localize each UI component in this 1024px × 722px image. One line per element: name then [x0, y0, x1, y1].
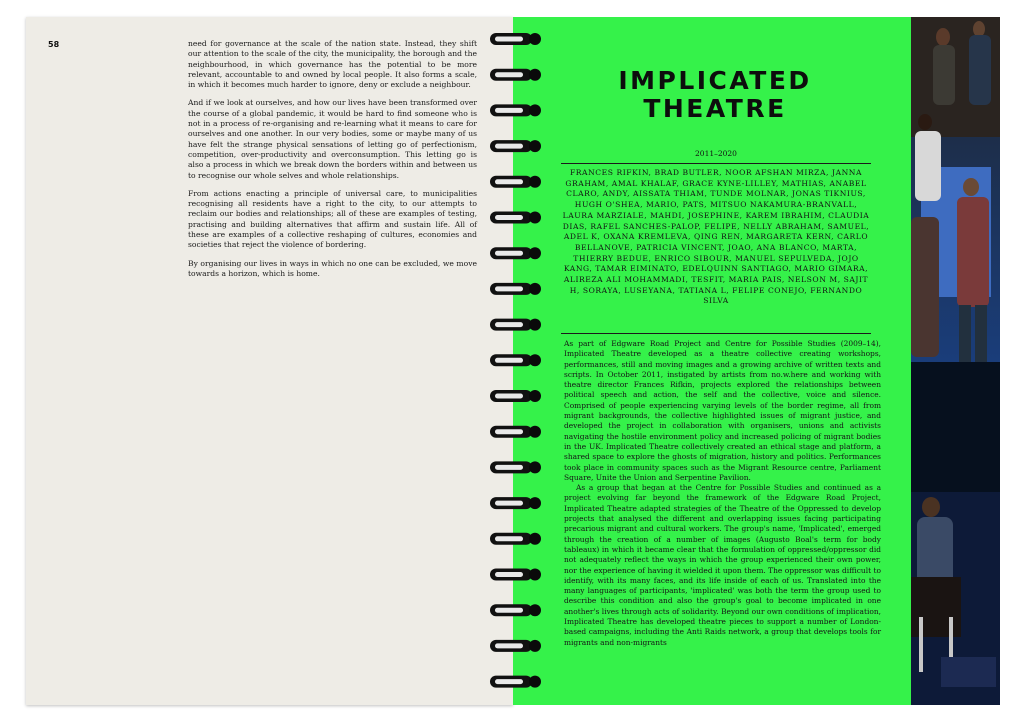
- binding-coil: [490, 390, 541, 402]
- binding-coil: [490, 461, 541, 473]
- binding-coil: [490, 104, 541, 116]
- divider-bottom: [561, 333, 871, 334]
- body-text: [564, 339, 881, 648]
- binding-coil: [490, 319, 541, 331]
- performance-photo: [911, 17, 1000, 705]
- binding-coil: [490, 497, 541, 509]
- paragraph: From actions enacting a principle of universal care, to municipalities recognising all residents have a right to the city, to our attempts to reclaim our bodies and relationships; all of these are examples of testing, practising and building alternatives that affirm and sustain life. All of these are examples of a collective reshaping of cultures, economies and societies that reject the violence of bordering.: [188, 188, 477, 250]
- spiral-binding: [486, 0, 546, 722]
- binding-coil: [490, 604, 541, 616]
- binding-coil: [490, 140, 541, 152]
- photo-image: [911, 17, 1000, 705]
- page-title: [563, 67, 867, 123]
- binding-coil: [490, 33, 541, 45]
- binding-coil: [490, 247, 541, 259]
- binding-coil: [490, 569, 541, 581]
- paragraph: As a group that began at the Centre for Possible Studies and continued as a project evolving far beyond the framework of the Edgware Road Project, Implicated Theatre adapted strategies of the Theatre of the Oppressed to develop projects that analysed the different and overlapping issues facing participating precarious migrant and cultural workers. The group's name, 'Implicated', emerged through the creation of a number of images (Augusto Boal's term for body tableaux) in which it became clear that the formulation of oppressed/oppressor did not adequately reflect the ways in which the group experienced their own power, nor the experience of having it wielded it upon them. The oppressor was difficult to identify, with its many faces, and its life inside of each of us. Translated into the many languages of participants, 'implicated' was both the term the group used to describe this condition and also the group's goal to become implicated in one another's lives through acts of solidarity. Beyond our own conditions of implication, Implicated Theatre has developed theatre pieces to support a number of London-based campaigns, including the Anti Raids network, a group that develops tools for migrants and non-migrants: [564, 483, 881, 647]
- left-page-text: [188, 39, 477, 287]
- binding-coil: [490, 354, 541, 366]
- participant-names: FRANCES RIFKIN, BRAD BUTLER, NOOR AFSHAN MIRZA, JANNA GRAHAM, AMAL KHALAF, GRACE KYNE-LILLEY, MATHIAS, ANABEL CLARO, ANDY, AISSATA THIAM, TUNDE MOLNAR, JONAS TIKNIUS, HUGH O'SHEA, MARIO, PATS, MITSUO NAKAMURA-BRANVALL, LAURA MARZIALE, MAHDI, JOSEPHINE, KAREM IBRAHIM, CLAUDIA DIAS, RAFEL SANCHES-PALOP, FELIPE, NELLY ABRAHAM, SAMUEL, ADEL K, OXANA KREMLEVA, QING REN, MARGARETA KERN, CARLO BELLANOVE, PATRICIA VINCENT, JOAO, ANA BLANCO, MARTA, THIERRY BEDUE, ENRICO SIBOUR, MANUEL SEPULVEDA, JOJO KANG, TAMAR EIMINATO, EDELQUINN SANTIAGO, MARIO GIMARA, ALIREZA ALI MOHAMMADI, TESFIT, MARIA PAIS, NELSON M, SAJIT H, SORAYA, LUSEYANA, TATIANA L, FELIPE CONEJO, FERNANDO SILVA: [562, 168, 870, 306]
- divider-top: [561, 163, 871, 164]
- paragraph: need for governance at the scale of the nation state. Instead, they shift our attention to the scale of the city, the municipality, the borough and the neighbourhood, in which governance has the potential to be more relevant, accountable to and owned by local people. It also forms a scale, in which it becomes much harder to ignore, deny or exclude a neighbour.: [188, 39, 477, 90]
- binding-coil: [490, 212, 541, 224]
- binding-coil: [490, 69, 541, 81]
- paragraph: As part of Edgware Road Project and Centre for Possible Studies (2009–14), Implicated Theatre developed as a theatre collective creating workshops, performances, still and moving images and a growing archive of written texts and scripts. In October 2011, instigated by artists from no.w.here and working with theatre director Frances Rifkin, projects explored the relationships between political speech and action, the self and the collective, voice and silence. Comprised of people experiencing varying levels of the border regime, all from migrant backgrounds, the collective highlighted issues of migrant justice, and developed the project in collaboration with organisers, unions and activists navigating the hostile environment policy and increased policing of migrant bodies in the UK. Implicated Theatre collectively created an ethical stage and platform, a shared space to explore the ghosts of migration, history and politics. Performances took place in community spaces such as the Migrant Resource centre, Parliament Square, Unite the Union and Serpentine Pavilion.: [564, 339, 881, 482]
- binding-coil: [490, 533, 541, 545]
- binding-coil: [490, 283, 541, 295]
- left-page: [26, 17, 513, 705]
- page-number: 58: [48, 40, 60, 49]
- title-line-2: THEATRE: [643, 94, 787, 123]
- year-range: 2011–2020: [695, 149, 737, 158]
- paragraph: And if we look at ourselves, and how our lives have been transformed over the course of a global pandemic, it would be hard to find someone who is not in a process of re-organising and re-learning what it means to care for ourselves and one another. In our very bodies, some or maybe many of us have felt the strange physical sensations of letting go of perfectionism, competition, over-productivity and overconsumption. This letting go is also a process in which we break down the borders within and between us to recognise our whole selves and whole relationships.: [188, 98, 477, 180]
- binding-coil: [490, 640, 541, 652]
- title-line-1: IMPLICATED: [618, 66, 812, 95]
- binding-coil: [490, 676, 541, 688]
- binding-coil: [490, 176, 541, 188]
- right-page: [513, 17, 911, 705]
- paragraph: By organising our lives in ways in which no one can be excluded, we move towards a horizon, which is home.: [188, 258, 477, 278]
- binding-coil: [490, 426, 541, 438]
